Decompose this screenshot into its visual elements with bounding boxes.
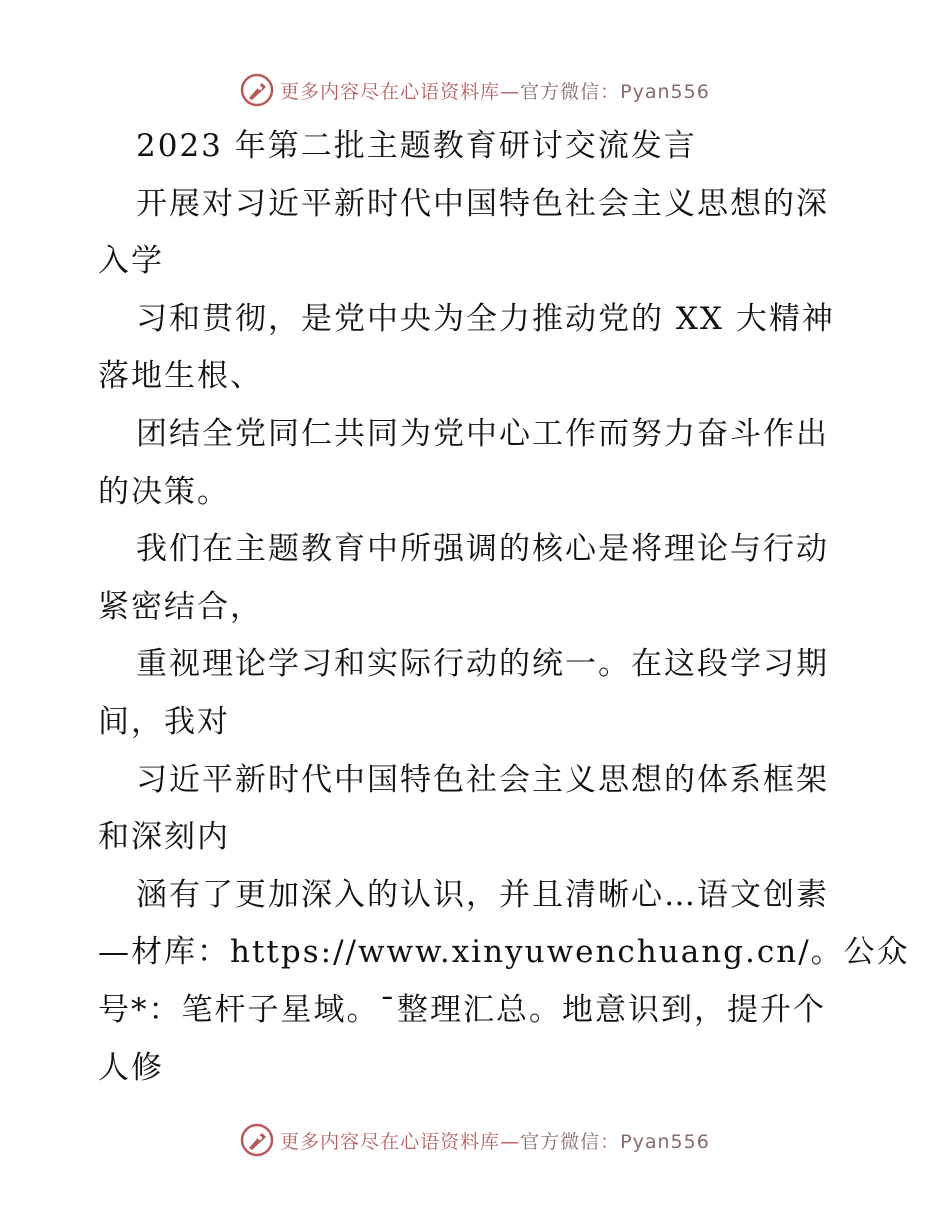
text-line: 习和贯彻，是党中央为全力推动党的 XX 大精神	[136, 300, 835, 337]
text-line: 入学	[98, 243, 164, 280]
text-line: 开展对习近平新时代中国特色社会主义思想的深	[136, 185, 829, 222]
pen-nib-icon	[240, 1123, 274, 1157]
banner-text: 更多内容尽在心语资料库—官方微信：Pyan556	[280, 80, 710, 103]
pen-nib-icon	[240, 73, 274, 107]
text-line: 2023 年第二批主题教育研讨交流发言	[136, 128, 697, 164]
text-line: 人修	[98, 1049, 164, 1086]
text-line: 间，我对	[98, 703, 230, 740]
banner-text: 更多内容尽在心语资料库—官方微信：Pyan556	[280, 1130, 710, 1153]
text-line: 涵有了更加深入的认识，并且清晰心…语文创素	[136, 876, 829, 913]
text-line: 落地生根、	[98, 358, 263, 395]
header-banner	[0, 70, 950, 110]
text-line: 习近平新时代中国特色社会主义思想的体系框架	[136, 761, 829, 798]
text-line: 我们在主题教育中所强调的核心是将理论与行动	[136, 531, 829, 568]
text-line: 的决策。	[98, 473, 230, 510]
document-body	[98, 118, 910, 1097]
text-line: 重视理论学习和实际行动的统一。在这段学习期	[136, 646, 829, 683]
text-line: 团结全党同仁共同为党中心工作而努力奋斗作出	[136, 415, 829, 452]
text-line: —材库：https://www.xinyuwenchuang.cn/。公众	[98, 934, 910, 971]
footer-banner	[0, 1120, 950, 1160]
text-line: 号*：笔杆子星域。¯整理汇总。地意识到，提升个	[98, 991, 826, 1028]
text-line: 和深刻内	[98, 819, 230, 856]
text-line: 紧密结合，	[98, 588, 263, 625]
